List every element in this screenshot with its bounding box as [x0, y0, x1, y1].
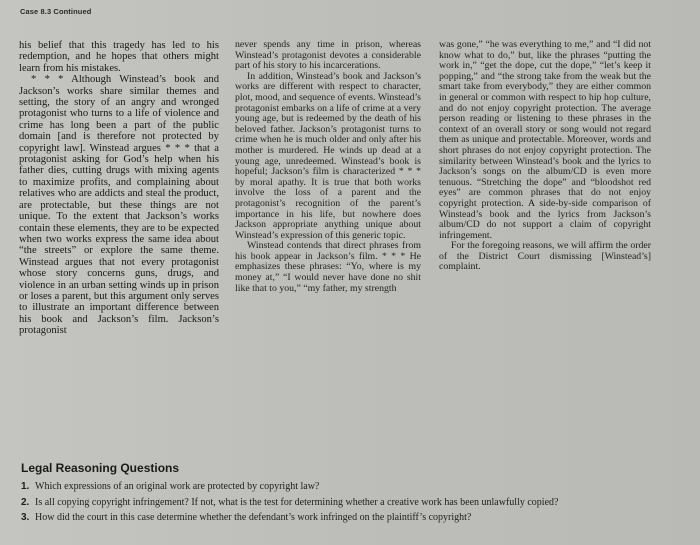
- paragraph: never spends any time in prison, whereas Winstead’s protagonist devotes a considerable part of his story to his incarcerations.: [235, 39, 421, 72]
- question-number: 2.: [21, 496, 30, 508]
- paragraph: For the foregoing reasons, we will affirm the order of the District Court dismissing [Winstead’s] complaint.: [439, 240, 651, 273]
- case-label: Case 8.3 Continued: [20, 7, 92, 16]
- question-item: [21, 495, 681, 511]
- question-item: [21, 510, 681, 526]
- column-2: [235, 40, 421, 294]
- paragraph: * * * Although Winstead’s book and Jackson’s works share similar themes and setting, the story of an angry and wronged protagonist who turns to a life of violence and crime has long been a part of the public domain [and is therefore not protected by copyright law]. Winstead argues * * * that a protagonist asking for God’s help when his father dies, cutting drugs with mixing agents to maximize profits, and complaining about relatives who are addicts and steal the product, are protectable, but these things are not unique. To the extent that Jackson’s works contain these elements, they are to be expected when two works express the same idea about “the streets” or explore the same theme. Winstead argues that not every protagonist whose story concerns guns, drugs, and violence in an urban setting winds up in prison or loses a parent, but this argument only serves to illustrate an important difference between his book and Jackson’s film. Jackson’s protagonist: [19, 74, 219, 337]
- question-number: 3.: [21, 512, 30, 523]
- column-3: [439, 40, 651, 273]
- question-text: Which expressions of an original work are protected by copyright law?: [35, 481, 320, 492]
- paragraph: Winstead contends that direct phrases from his book appear in Jackson’s film. * * * He emphasizes these phrases: “Yo, where is my money at,” “I would never have done no shit like that to you,” “my father, my strength: [235, 240, 421, 294]
- column-1: [19, 40, 219, 337]
- body-columns: [19, 40, 664, 455]
- question-number: 1.: [21, 481, 30, 492]
- question-item: [21, 479, 681, 495]
- question-text: Is all copying copyright infringement? If not, what is the test for determining whether a creative work has been unlawfully copied?: [35, 496, 559, 508]
- paragraph: was gone,” “he was everything to me,” and “I did not know what to do,” but, like the phrases “putting the work in,” “get the dope, cut the dope,” “let’s keep it popping,” and “the strong take from the weak but the smart take from everybody,” they are either common in general or common with respect to hip hop culture, and do not enjoy copyright protection. The average person reading or listening to these phrases in the context of an overall story or song would not regard them as unique and protectable. Moreover, words and short phrases do not enjoy copyright protection. The similarity between Winstead’s book and the lyrics to Jackson’s songs on the album/CD is even more tenuous. “Stretching the dope” and “bloodshot red eyes” are common phrases that do not enjoy copyright protection. A side-by-side comparison of Winstead’s book and the lyrics from Jackson’s album/CD do not support a claim of copyright infringement.: [439, 39, 651, 241]
- paragraph: his belief that this tragedy has led to his redemption, and he hopes that others might learn from his mistakes.: [19, 40, 219, 74]
- questions-list: [21, 479, 681, 526]
- question-text: How did the court in this case determine whether the defendant’s work infringed on the plaintiff’s copyright?: [35, 512, 472, 523]
- legal-reasoning-heading: Legal Reasoning Questions: [21, 461, 180, 475]
- paragraph: In addition, Winstead’s book and Jackson’s works are different with respect to character, plot, mood, and sequence of events. Winstead’s protagonist embarks on a life of crime at a very young age, but is redeemed by the death of his beloved father. Jackson’s protagonist turns to crime when he is much older and only after his mother is murdered. He winds up dead at a young age, unredeemed. Winstead’s book is hopeful; Jackson’s film is characterized * * * by moral apathy. It is true that both works involve the loss of a parent and the protagonist’s recognition of the parent’s importance in his life, but nowhere does Jackson appropriate anything unique about Winstead’s expression of this generic topic.: [235, 70, 421, 241]
